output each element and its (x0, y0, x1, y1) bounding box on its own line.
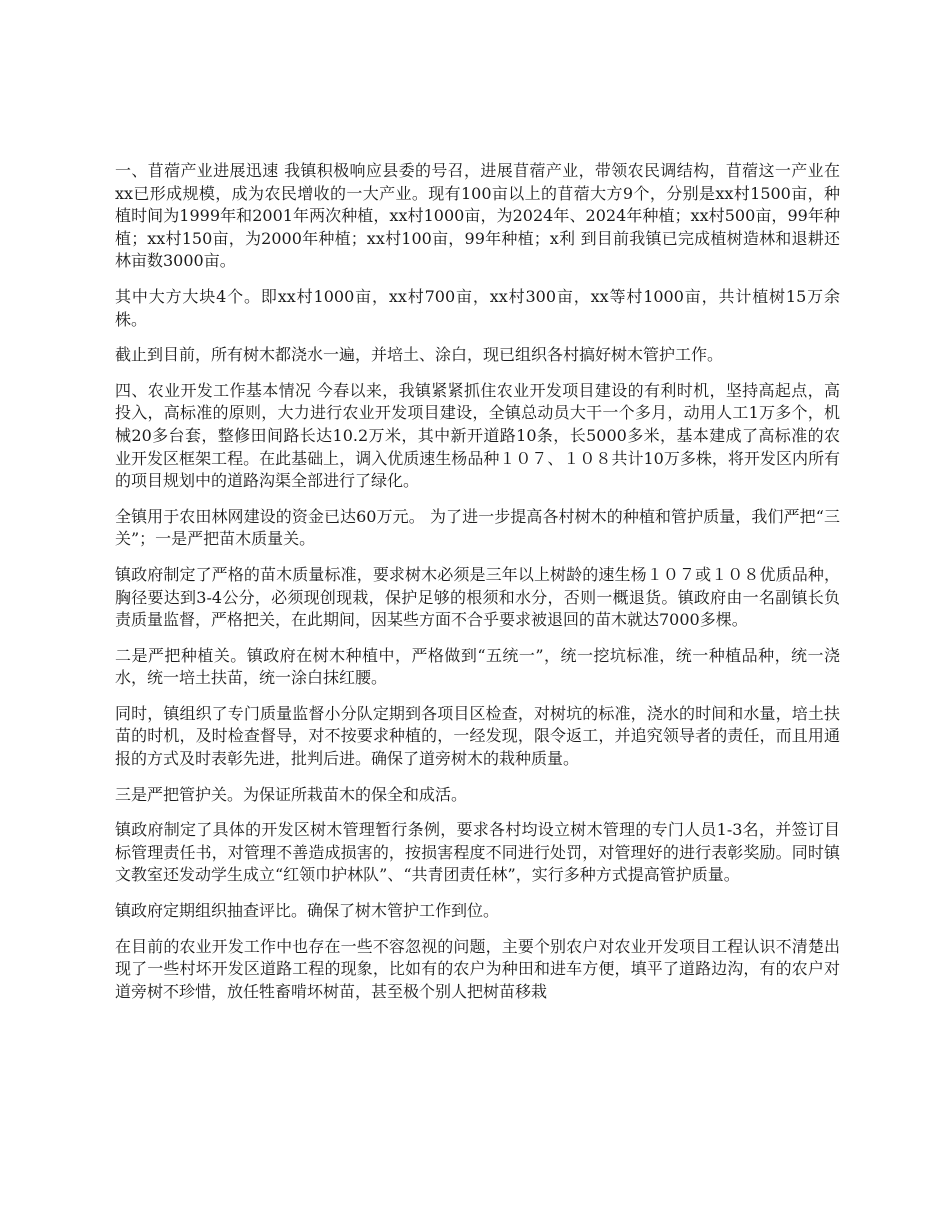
paragraph-large-plots: 其中大方大块4个。即xx村1000亩，xx村700亩，xx村300亩，xx等村1000亩，共计植树15万余株。 (115, 286, 840, 329)
paragraph-planting-check: 二是严把种植关。镇政府在树木种植中，严格做到“五统一”，统一挖坑标准，统一种植品种，统一浇水，统一培土扶苗，统一涂白抹红腰。 (115, 645, 840, 688)
paragraph-existing-problems: 在目前的农业开发工作中也存在一些不容忽视的问题，主要个别农户对农业开发项目工程认识不清楚出现了一些村坏开发区道路工程的现象，比如有的农户为种田和进车方便，填平了道路边沟，有的农户对道旁树不珍惜，放任牲畜啃坏树苗，甚至极个别人把树苗移栽 (115, 936, 840, 1001)
paragraph-alfalfa-industry: 一、苜蓿产业进展迅速 我镇积极响应县委的号召，进展苜蓿产业，带领农民调结构，苜蓿这一产业在xx已形成规模，成为农民增收的一大产业。现有100亩以上的苜蓿大方9个，分别是xx村1500亩，种植时间为1999年和2001年两次种植，xx村1000亩，为2024年、2024年种植；xx村500亩，99年种植；xx村150亩，为2000年种植；xx村100亩，99年种植；x利 到目前我镇已完成植树造林和退耕还林亩数3000亩。 (115, 161, 840, 271)
paragraph-seedling-quality: 镇政府制定了严格的苗木质量标准，要求树木必须是三年以上树龄的速生杨１０７或１０８优质品种，胸径要达到3-4公分，必须现创现栽，保护足够的根须和水分，否则一概退货。镇政府由一名副镇长负责质量监督，严格把关，在此期间，因某些方面不合乎要求被退回的苗木就达7000多棵。 (115, 564, 840, 630)
paragraph-inspection: 镇政府定期组织抽查评比。确保了树木管护工作到位。 (115, 901, 500, 921)
paragraph-watering-status: 截止到目前，所有树木都浇水一遍，并培土、涂白，现已组织各村搞好树木管护工作。 (115, 345, 724, 365)
paragraph-maintenance-check: 三是严把管护关。为保证所栽苗木的保全和成活。 (115, 784, 468, 804)
paragraph-supervision-team: 同时，镇组织了专门质量监督小分队定期到各项目区检查，对树坑的标准，浇水的时间和水量，培土扶苗的时机，及时检查督导，对不按要求种植的，一经发现，限令返工，并追究领导者的责任，而且用通报的方式及时表彰先进，批判后进。确保了道旁树木的栽种质量。 (115, 703, 840, 769)
paragraph-agricultural-development: 四、农业开发工作基本情况 今春以来，我镇紧紧抓住农业开发项目建设的有利时机，坚持高起点，高投入，高标准的原则，大力进行农业开发项目建设，全镇总动员大干一个多月，动用人工1万多个，机械20多台套，整修田间路长达10.2万米，其中新开道路10条，长5000多米，基本建成了高标准的农业开发区框架工程。在此基础上，调入优质速生杨品种１０７、１０８共计10万多株，将开发区内所有的项目规划中的道路沟渠全部进行了绿化。 (115, 380, 840, 491)
document-page (115, 160, 840, 1016)
paragraph-management-regulations: 镇政府制定了具体的开发区树木管理暂行条例，要求各村均设立树木管理的专门人员1-3名，并签订目标管理责任书，对管理不善造成损害的，按损害程度不同进行处罚，对管理好的进行表彰奖励。同时镇文教室还发动学生成立“红领巾护林队”、“共青团责任林”，实行多种方式提高管护质量。 (115, 820, 840, 885)
paragraph-funding-three-checks: 全镇用于农田林网建设的资金已达60万元。 为了进一步提高各村树木的种植和管护质量，我们严把“三关”；一是严把苗木质量关。 (115, 506, 840, 549)
